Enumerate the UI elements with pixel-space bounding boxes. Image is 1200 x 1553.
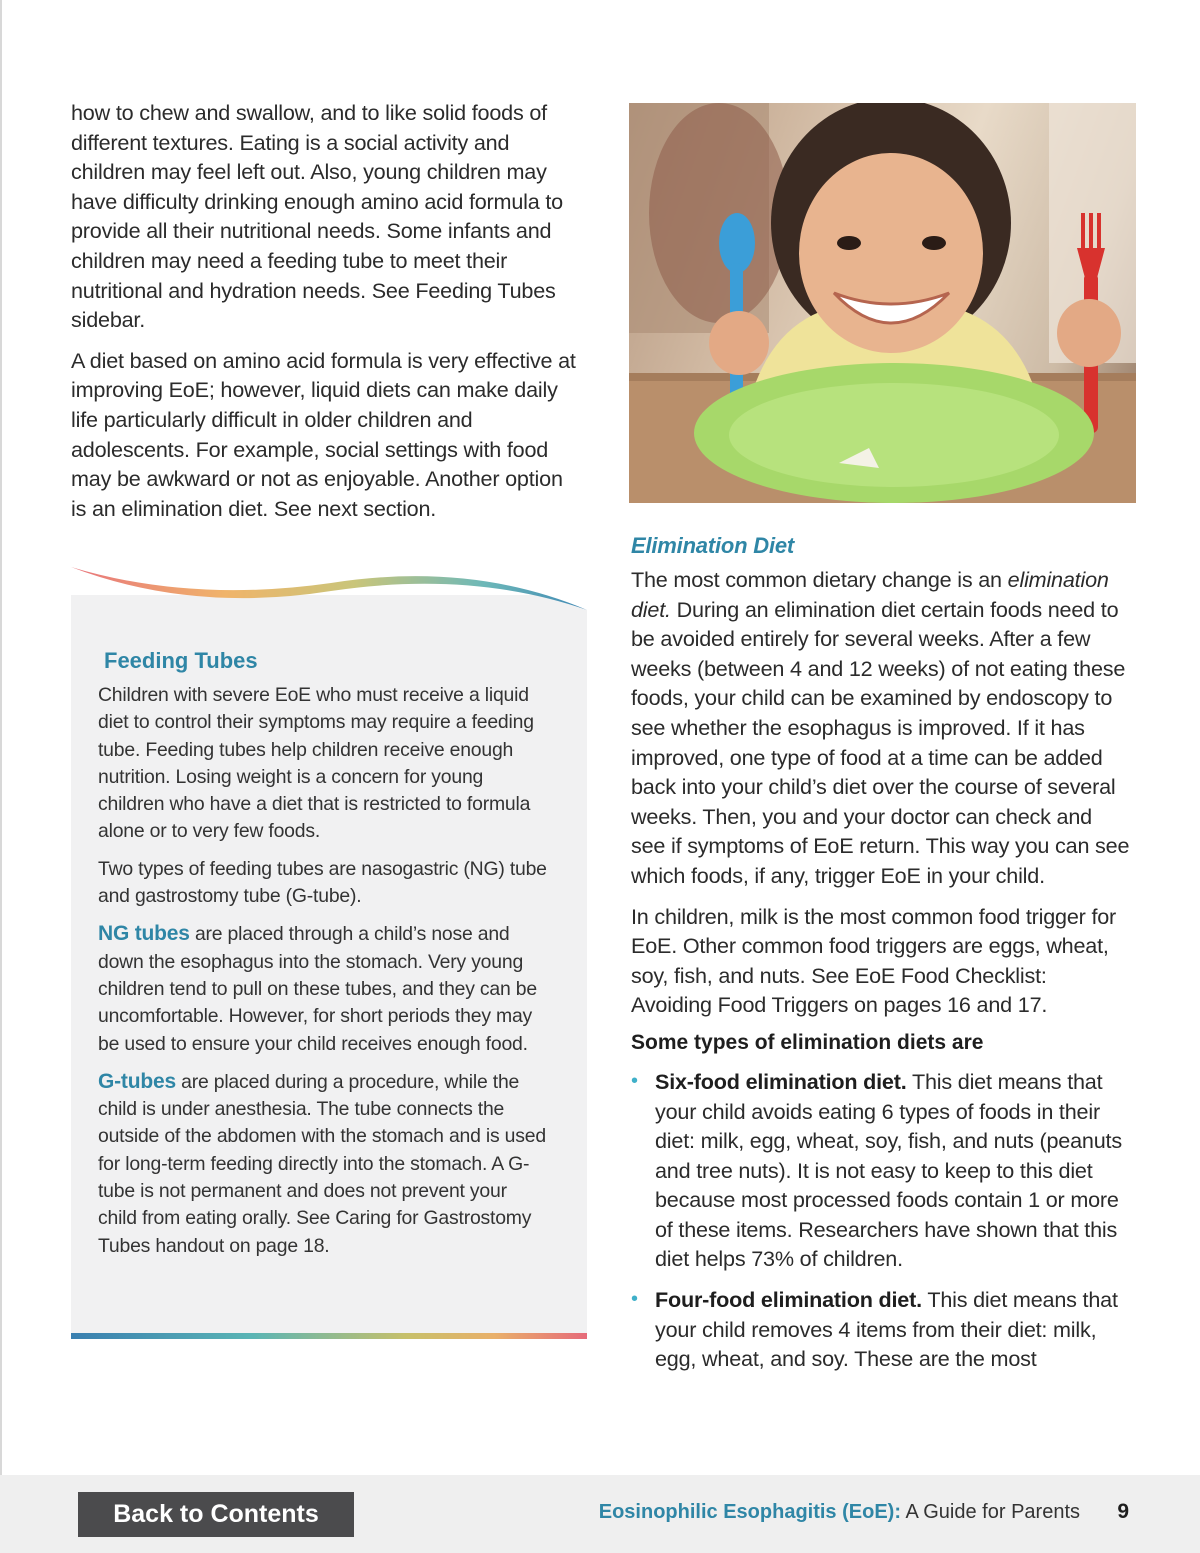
list-item (631, 1067, 1131, 1274)
g-tubes-term: G-tubes (98, 1069, 176, 1093)
bullet-icon: • (631, 1288, 638, 1311)
g-tubes-text: are placed during a procedure, while the child is under anesthesia. The tube connects the outside of the abdomen with the stomach and is used for long-term feeding directly into the stomach. A G-tube is not permanent and does not prevent your child from eating orally. See Caring for Gastrostomy Tubes handout on page 18. (98, 1070, 546, 1257)
page-footer (0, 1475, 1200, 1553)
sidebar-paragraph-1: Children with severe EoE who must receive a liquid diet to control their symptoms may require a feeding tube. Feeding tubes help children receive enough nutrition. Losing weight is a concern for young children who have a diet that is restricted to formula alone or to very few foods. (98, 684, 534, 843)
sidebar-title: Feeding Tubes (104, 648, 258, 673)
left-paragraph-2: A diet based on amino acid formula is very effective at improving EoE; however, liquid diets can make daily life particularly difficult in older children and adolescents. For example, social settings with food may be awkward or not as enjoyable. Another option is an elimination diet. See next section. (71, 347, 576, 521)
elimination-diet-heading: Elimination Diet (631, 533, 795, 558)
left-column (71, 98, 576, 534)
running-title (599, 1501, 1080, 1524)
elimination-paragraph-1 (631, 565, 1131, 891)
elimination-diet-term: elimination diet. (631, 567, 1109, 622)
six-food-term: Six-food elimination diet. (655, 1068, 907, 1094)
feeding-tubes-sidebar (71, 555, 587, 1341)
ng-tubes-paragraph (98, 920, 548, 1057)
back-to-contents-button[interactable]: Back to Contents (78, 1492, 354, 1537)
bullet-icon: • (631, 1069, 638, 1092)
four-food-text: This diet means that your child removes 4 items from their diet: milk, egg, wheat, and soy. These are the most (655, 1287, 1118, 1372)
elimination-p1-rest: During an elimination diet certain foods need to be avoided entirely for several weeks. After a few weeks (between 4 and 12 weeks) of not eating these foods, your child can be examined by endoscopy to see whether the esophagus is improved. If it has improved, one type of food at a time can be added back into your child’s diet over the course of several weeks. Then, you and your doctor can check and see if symptoms of EoE return. This way you can see which foods, if any, trigger EoE in your child. (631, 596, 1130, 888)
running-title-sub: A Guide for Parents (905, 1501, 1080, 1523)
sidebar-body (98, 682, 548, 1270)
elimination-paragraph-2: In children, milk is the most common food trigger for EoE. Other common food triggers are eggs, wheat, soy, fish, and nuts. See EoE Food Checklist: Avoiding Food Triggers on pages 16 and 17. (631, 903, 1117, 1018)
list-item (631, 1285, 1131, 1374)
running-title-main: Eosinophilic Esophagitis (EoE): (598, 1501, 901, 1523)
sidebar-paragraph-2: Two types of feeding tubes are nasogastric (NG) tube and gastrostomy tube (G-tube). (98, 857, 547, 908)
elimination-types-heading: Some types of elimination diets are (631, 1030, 984, 1054)
four-food-term: Four-food elimination diet. (655, 1287, 922, 1313)
elimination-types-list (631, 1067, 1131, 1374)
page-edge (0, 0, 2, 1475)
photo-illustration (629, 103, 1136, 503)
six-food-text: This diet means that your child avoids eating 6 types of foods in their diet: milk, egg, wheat, soy, fish, and nuts (peanuts and tree nuts). It is not easy to keep to this diet because most processed foods contain 1 or more of these items. Researchers have shown that this diet helps 73% of children. (655, 1068, 1122, 1272)
g-tubes-paragraph (98, 1068, 548, 1260)
ng-tubes-text: are placed through a child’s nose and down the esophagus into the stomach. Very young children tend to pull on these tubes, and they can be uncomfortable. However, for short periods they may be used to ensure your child receives enough food. (98, 923, 537, 1055)
child-with-plate-photo (629, 103, 1136, 503)
wave-decoration (71, 555, 587, 645)
left-paragraph-1: how to chew and swallow, and to like solid foods of different textures. Eating is a social activity and children may feel left out. Also, young children may have difficulty drinking enough amino acid formula to provide all their nutritional needs. Some infants and children may need a feeding tube to meet their nutritional and hydration needs. See Feeding Tubes sidebar. (71, 100, 563, 333)
ng-tubes-term: NG tubes (98, 922, 190, 946)
sidebar-gradient-rule (71, 1333, 587, 1339)
elimination-p1-start: The most common dietary change is an (631, 567, 1008, 592)
page-number: 9 (1117, 1500, 1129, 1523)
elimination-diet-section (631, 533, 1131, 1385)
